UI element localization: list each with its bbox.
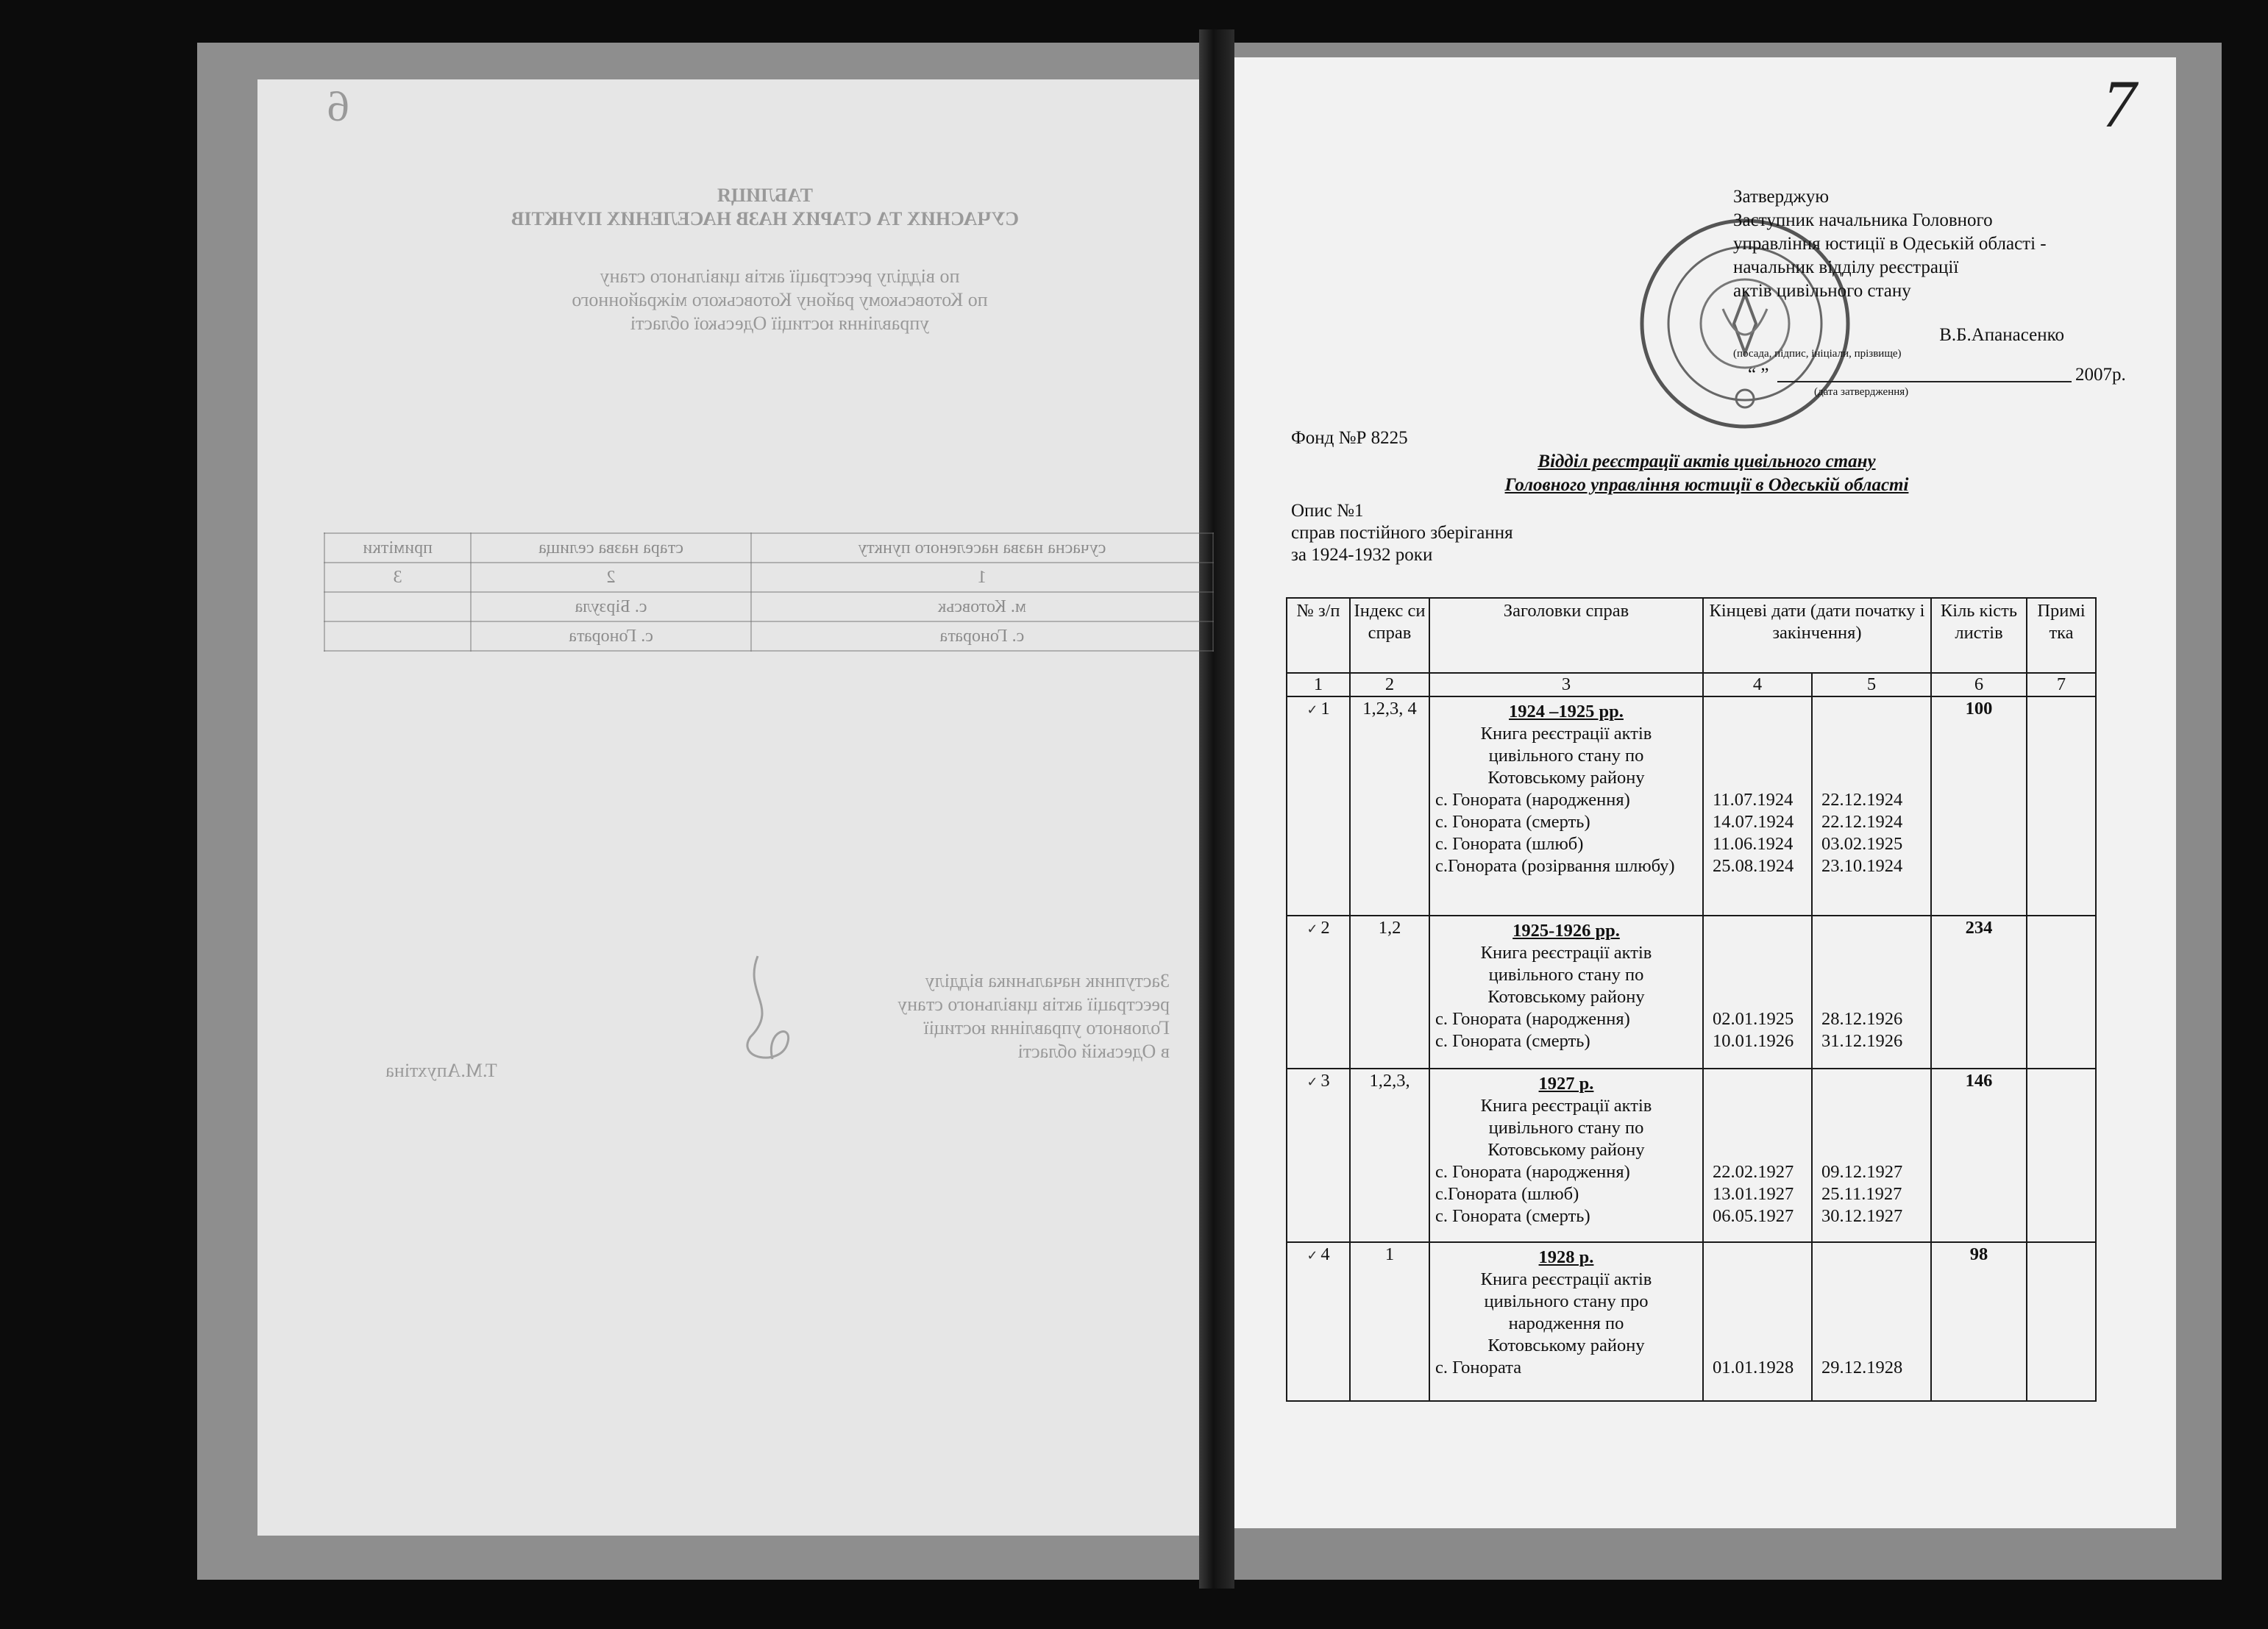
table-header-row xyxy=(1287,598,2096,673)
row-period: 1928 р. xyxy=(1538,1247,1594,1267)
ghost-cell xyxy=(324,621,471,651)
check-mark-icon: ✓ xyxy=(1307,922,1318,936)
row-number-text: 4 xyxy=(1320,1244,1330,1264)
approval-year: 2007р. xyxy=(2075,365,2126,385)
row-title xyxy=(1429,696,1703,916)
ghost-signature-line: Заступник начальника відділу xyxy=(925,970,1170,991)
inventory-title xyxy=(1291,500,1513,566)
ghost-page-mark: 6 xyxy=(327,82,349,130)
row-end-dates xyxy=(1812,916,1931,1069)
check-mark-icon: ✓ xyxy=(1307,1248,1318,1263)
row-title-line: народження по xyxy=(1508,1313,1624,1333)
header-notes: Примі тка xyxy=(2027,598,2096,673)
end-date: 22.12.1924 xyxy=(1821,812,1903,832)
approval-line: начальник відділу реєстрації xyxy=(1733,257,1959,277)
row-title-line: Книга реєстрації актів xyxy=(1480,1269,1652,1289)
end-date: 30.12.1927 xyxy=(1821,1206,1903,1226)
start-date: 14.07.1924 xyxy=(1713,812,1794,832)
page-number: 7 xyxy=(2102,66,2136,141)
row-index: 1,2,3, xyxy=(1350,1069,1429,1242)
header-title: Заголовки справ xyxy=(1429,598,1703,673)
row-end-dates xyxy=(1812,1069,1931,1242)
ghost-signature-scribble xyxy=(714,949,809,1074)
row-start-dates xyxy=(1703,916,1812,1069)
start-date: 25.08.1924 xyxy=(1713,856,1794,876)
row-title xyxy=(1429,916,1703,1069)
ghost-names-table xyxy=(324,532,1214,652)
row-period: 1925-1926 рр. xyxy=(1512,921,1620,941)
row-title-line: цивільного стану по xyxy=(1488,1118,1644,1138)
header-dates: Кінцеві дати (дати початку і закінчення) xyxy=(1703,598,1931,673)
approval-line: Затверджую xyxy=(1733,187,1829,207)
organization-line: Відділ реєстрації актів цивільного стану xyxy=(1538,452,1876,471)
row-title-line: Котовському району xyxy=(1487,1336,1645,1355)
inventory-line: Опис №1 xyxy=(1291,501,1364,521)
end-date: 23.10.1924 xyxy=(1821,856,1903,876)
row-title-line: цивільного стану по xyxy=(1488,965,1644,985)
ghost-header-cell: стара назва селища xyxy=(471,533,751,563)
date-hint: (дата затвердження) xyxy=(1814,386,1909,398)
column-number: 1 xyxy=(1287,673,1350,696)
row-item: с. Гонората (шлюб) xyxy=(1435,834,1584,854)
end-date: 09.12.1927 xyxy=(1821,1162,1903,1182)
column-number: 2 xyxy=(1350,673,1429,696)
ghost-signature-block xyxy=(861,969,1170,1063)
end-date: 03.02.1925 xyxy=(1821,834,1903,854)
row-title xyxy=(1429,1242,1703,1401)
approval-line: Заступник начальника Головного xyxy=(1733,210,1993,230)
row-item: с. Гонората (смерть) xyxy=(1435,812,1590,832)
row-index: 1 xyxy=(1350,1242,1429,1401)
book-gutter xyxy=(1199,29,1234,1589)
start-date: 06.05.1927 xyxy=(1713,1206,1794,1226)
row-title-line: Книга реєстрації актів xyxy=(1480,943,1652,963)
row-item: с. Гонората (народження) xyxy=(1435,790,1630,810)
approval-line: управління юстиції в Одеській області - xyxy=(1733,234,2047,254)
ghost-signature-line: Головного управління юстиції xyxy=(923,1017,1170,1038)
row-notes xyxy=(2027,1242,2096,1401)
row-end-dates xyxy=(1812,1242,1931,1401)
ghost-cell: с. Гонората xyxy=(471,621,751,651)
row-number xyxy=(1287,1069,1350,1242)
ghost-cell xyxy=(324,592,471,621)
ghost-header-cell: сучасна назва населеного пункту xyxy=(751,533,1213,563)
row-period: 1927 р. xyxy=(1538,1074,1594,1094)
column-number: 6 xyxy=(1931,673,2027,696)
row-index: 1,2 xyxy=(1350,916,1429,1069)
ghost-title xyxy=(412,184,1118,231)
column-number: 4 xyxy=(1703,673,1812,696)
ghost-num-cell: 3 xyxy=(324,563,471,592)
row-sheets: 98 xyxy=(1931,1242,2027,1401)
inventory-line: справ постійного зберігання xyxy=(1291,523,1513,543)
row-item: с. Гонората (смерть) xyxy=(1435,1031,1590,1051)
ghost-cell: с. Гонората xyxy=(751,621,1213,651)
row-title-line: цивільного стану про xyxy=(1484,1291,1649,1311)
date-underline xyxy=(1777,381,2072,382)
ghost-cell: м. Котовськ xyxy=(751,592,1213,621)
ghost-subtitle-line: по Котовському району Котовського міжрайонного xyxy=(572,289,988,310)
row-number-text: 1 xyxy=(1320,699,1330,719)
start-date: 10.01.1926 xyxy=(1713,1031,1794,1051)
table-row xyxy=(1287,1069,2096,1242)
organization-line: Головного управління юстиції в Одеській області xyxy=(1504,475,1909,495)
row-title-line: Котовському району xyxy=(1487,1140,1645,1160)
ghost-header-cell: примітки xyxy=(324,533,471,563)
row-title-line: цивільного стану по xyxy=(1488,746,1644,766)
row-title-line: Котовському району xyxy=(1487,768,1645,788)
row-notes xyxy=(2027,1069,2096,1242)
row-number xyxy=(1287,1242,1350,1401)
table-row xyxy=(1287,1242,2096,1401)
table-row xyxy=(1287,696,2096,916)
organization-title xyxy=(1412,450,2001,497)
row-index: 1,2,3, 4 xyxy=(1350,696,1429,916)
ghost-title-line: СУЧАСНИХ ТА СТАРИХ НАЗВ НАСЕЛЕНИХ ПУНКТІВ xyxy=(511,208,1019,229)
fund-number: Фонд №Р 8225 xyxy=(1291,428,1408,448)
row-item: с. Гонората (смерть) xyxy=(1435,1206,1590,1226)
ghost-cell: с. Бірзула xyxy=(471,592,751,621)
start-date: 01.01.1928 xyxy=(1713,1358,1794,1377)
row-number xyxy=(1287,916,1350,1069)
ghost-subtitle-line: управління юстиції Одеської області xyxy=(630,313,930,334)
ghost-subtitle xyxy=(456,265,1103,335)
start-date: 22.02.1927 xyxy=(1713,1162,1794,1182)
column-number-row xyxy=(1287,673,2096,696)
header-sheets: Кіль кість листів xyxy=(1931,598,2027,673)
approval-line: актів цивільного стану xyxy=(1733,281,1911,301)
approval-date-line xyxy=(1733,363,2175,385)
signature-line xyxy=(1733,324,2175,347)
row-start-dates xyxy=(1703,1242,1812,1401)
start-date: 02.01.1925 xyxy=(1713,1009,1794,1029)
ghost-num-cell: 1 xyxy=(751,563,1213,592)
ghost-signature-name: Т.М.Апухтіна xyxy=(385,1060,497,1081)
row-item: с.Гонората (розірвання шлюбу) xyxy=(1435,856,1675,876)
row-start-dates xyxy=(1703,696,1812,916)
ghost-signature-line: в Одеській області xyxy=(1017,1041,1170,1062)
row-sheets: 100 xyxy=(1931,696,2027,916)
start-date: 13.01.1927 xyxy=(1713,1184,1794,1204)
row-item: с. Гонората (народження) xyxy=(1435,1162,1630,1182)
date-quotes: “ ” xyxy=(1748,365,1769,385)
records-table xyxy=(1286,597,2097,1402)
ghost-num-cell: 2 xyxy=(471,563,751,592)
start-date: 11.06.1924 xyxy=(1713,834,1794,854)
table-row xyxy=(1287,916,2096,1069)
row-sheets: 146 xyxy=(1931,1069,2027,1242)
inventory-line: за 1924-1932 роки xyxy=(1291,545,1433,565)
signer-name: В.Б.Апанасенко xyxy=(1939,325,2064,345)
check-mark-icon: ✓ xyxy=(1307,702,1318,717)
row-period: 1924 –1925 рр. xyxy=(1509,702,1624,721)
end-date: 31.12.1926 xyxy=(1821,1031,1903,1051)
ghost-signature-line: реєстрації актів цивільного стану xyxy=(897,994,1170,1015)
end-date: 22.12.1924 xyxy=(1821,790,1903,810)
ghost-title-line: ТАБЛИЦЯ xyxy=(717,185,813,206)
row-title-line: Котовському району xyxy=(1487,987,1645,1007)
row-number-text: 3 xyxy=(1320,1071,1330,1091)
end-date: 25.11.1927 xyxy=(1821,1184,1902,1204)
row-number-text: 2 xyxy=(1320,918,1330,938)
signer-hint: (посада, підпис, ініціали, прізвище) xyxy=(1733,348,1902,360)
row-title-line: Книга реєстрації актів xyxy=(1480,724,1652,744)
ghost-subtitle-line: по відділу реєстрації актів цивільного стану xyxy=(600,265,960,287)
row-title-line: Книга реєстрації актів xyxy=(1480,1096,1652,1116)
header-no: № з/п xyxy=(1287,598,1350,673)
header-index: Індекс си справ xyxy=(1350,598,1429,673)
row-notes xyxy=(2027,916,2096,1069)
row-title xyxy=(1429,1069,1703,1242)
column-number: 5 xyxy=(1812,673,1931,696)
row-item: с.Гонората (шлюб) xyxy=(1435,1184,1579,1204)
row-start-dates xyxy=(1703,1069,1812,1242)
row-number xyxy=(1287,696,1350,916)
approval-block xyxy=(1733,185,2175,399)
end-date: 29.12.1928 xyxy=(1821,1358,1903,1377)
column-number: 7 xyxy=(2027,673,2096,696)
row-item: с. Гонората (народження) xyxy=(1435,1009,1630,1029)
end-date: 28.12.1926 xyxy=(1821,1009,1903,1029)
row-notes xyxy=(2027,696,2096,916)
row-sheets: 234 xyxy=(1931,916,2027,1069)
start-date: 11.07.1924 xyxy=(1713,790,1794,810)
row-end-dates xyxy=(1812,696,1931,916)
column-number: 3 xyxy=(1429,673,1703,696)
row-item: с. Гонората xyxy=(1435,1358,1522,1377)
check-mark-icon: ✓ xyxy=(1307,1074,1318,1089)
